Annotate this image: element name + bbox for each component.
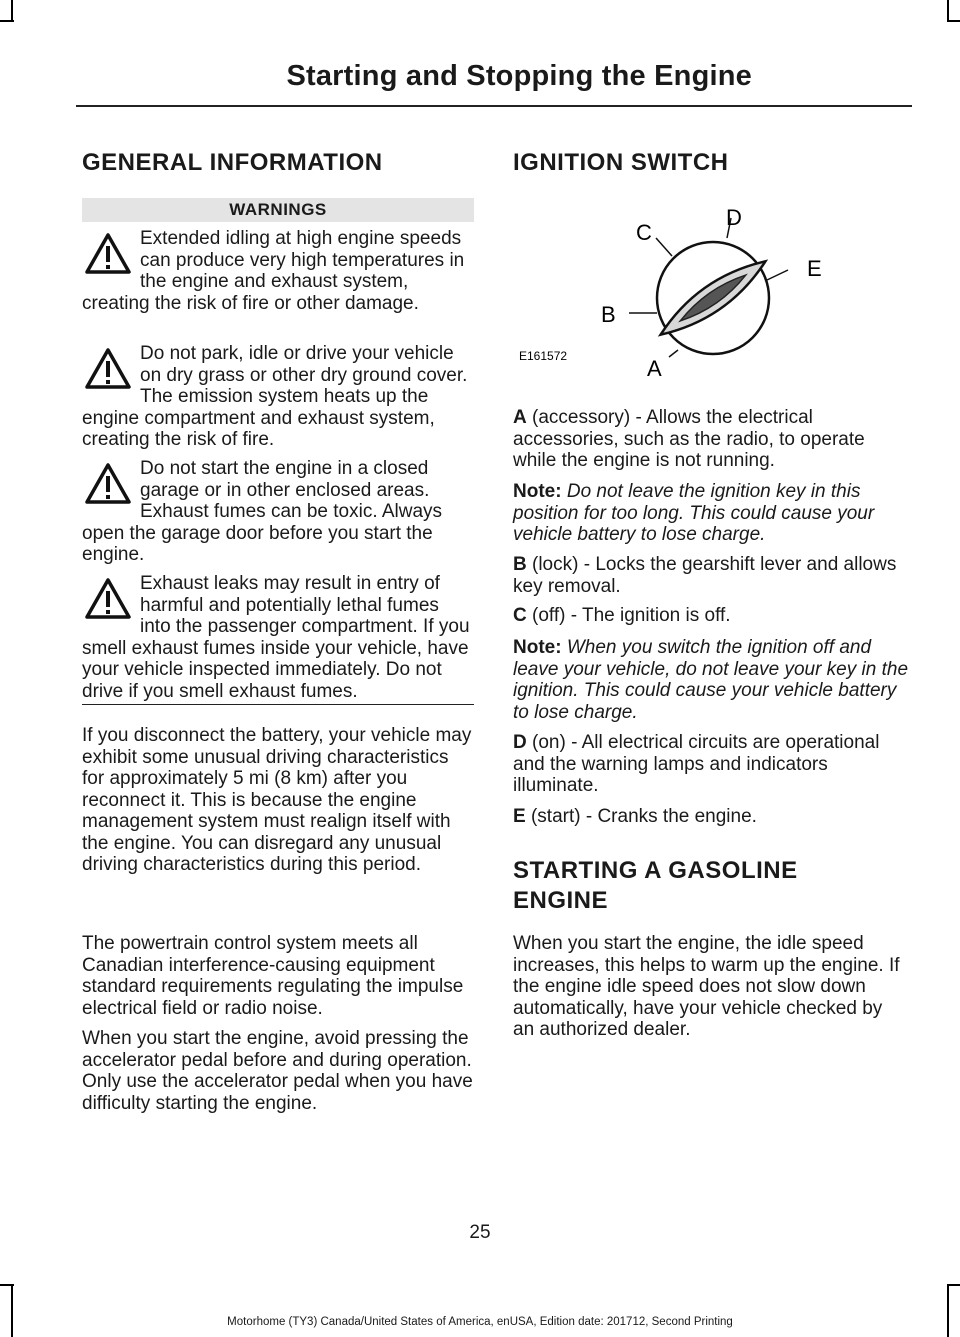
crop-mark xyxy=(947,20,960,22)
warning-item xyxy=(82,573,474,702)
switch-position-e xyxy=(513,806,908,828)
position-key: A xyxy=(513,407,527,428)
warning-text: Do not start the engine in a closed garage or in other enclosed areas. Exhaust fumes can be toxic. Always open the garage door before you start the engine. xyxy=(82,458,443,565)
diagram-label-c: C xyxy=(636,220,652,245)
crop-mark xyxy=(0,1284,14,1286)
section-heading: STARTING A GASOLINE xyxy=(513,857,798,884)
ignition-switch-diagram xyxy=(513,200,822,381)
note-paragraph xyxy=(513,481,908,546)
switch-position-d xyxy=(513,732,908,797)
position-text: (on) - All electrical circuits are operational and the warning lamps and indicators illuminate. xyxy=(513,732,880,796)
crop-mark xyxy=(11,1284,13,1337)
position-key: E xyxy=(513,806,526,827)
body-paragraph: When you start the engine, the idle speed increases, this helps to warm up the engine. If the engine idle speed does not slow down automatically, have your vehicle checked by an authorized dealer. xyxy=(513,933,900,1040)
position-text: (lock) - Locks the gearshift lever and allows key removal. xyxy=(513,554,897,597)
switch-position-a xyxy=(513,407,908,472)
note-text: When you switch the ignition off and leave your vehicle, do not leave your key in the ignition. This could cause your vehicle battery to lose charge. xyxy=(513,637,909,723)
page-header-title: Starting and Stopping the Engine xyxy=(286,60,752,92)
diagram-label-b: B xyxy=(601,302,616,327)
switch-position-b xyxy=(513,554,908,597)
crop-mark xyxy=(947,0,949,22)
diagram-code: E161572 xyxy=(519,349,568,363)
diagram-label-d: D xyxy=(726,205,742,230)
warnings-bar: WARNINGS xyxy=(82,198,474,222)
diagram-label-a: A xyxy=(647,356,662,381)
position-key: C xyxy=(513,605,527,626)
warning-triangle-icon xyxy=(84,462,132,506)
warning-item xyxy=(82,458,474,566)
warning-triangle-icon xyxy=(84,232,132,276)
header-rule xyxy=(76,105,912,107)
diagram-label-e: E xyxy=(807,256,822,281)
warning-text: Extended idling at high engine speeds can produce very high temperatures in the engine and exhaust system, creating the risk of fire or other damage. xyxy=(82,228,465,314)
note-paragraph xyxy=(513,637,908,723)
warning-triangle-icon xyxy=(84,347,132,391)
page-number: 25 xyxy=(469,1222,491,1243)
crop-mark xyxy=(0,20,14,22)
crop-mark xyxy=(947,1284,960,1286)
crop-mark xyxy=(947,1284,949,1337)
note-text: Do not leave the ignition key in this position for too long. This could cause your vehicle battery to lose charge. xyxy=(513,481,875,545)
position-key: B xyxy=(513,554,527,575)
crop-mark xyxy=(11,0,13,22)
note-label: Note: xyxy=(513,481,562,502)
warnings-end-rule xyxy=(82,704,474,705)
page-footer: Motorhome (TY3) Canada/United States of America, enUSA, Edition date: 201712, Second Printing xyxy=(227,1316,733,1328)
position-text: (accessory) - Allows the electrical accessories, such as the radio, to operate while the engine is not running. xyxy=(513,407,865,471)
position-text: (start) - Cranks the engine. xyxy=(525,806,757,827)
body-paragraph: When you start the engine, avoid pressing the accelerator pedal before and during operation. Only use the accelerator pedal when you have difficulty starting the engine. xyxy=(82,1028,473,1114)
position-key: D xyxy=(513,732,527,753)
warning-item xyxy=(82,228,474,314)
section-heading: ENGINE xyxy=(513,887,609,914)
body-paragraph: The powertrain control system meets all Canadian interference-causing equipment standard requirements regulating the impulse electrical field or radio noise. xyxy=(82,933,464,1019)
switch-position-c xyxy=(513,605,908,627)
position-text: (off) - The ignition is off. xyxy=(526,605,731,626)
warning-item xyxy=(82,343,474,451)
warning-text: Exhaust leaks may result in entry of harmful and potentially lethal fumes into the passenger compartment. If you smell exhaust fumes inside your vehicle, have your vehicle inspected immediately. Do not drive if you smell exhaust fumes. xyxy=(82,573,470,702)
section-heading: GENERAL INFORMATION xyxy=(82,149,383,176)
note-label: Note: xyxy=(513,637,562,658)
warning-text: Do not park, idle or drive your vehicle on dry grass or other dry ground cover. The emission system heats up the engine compartment and exhaust system, creating the risk of fire. xyxy=(82,343,468,450)
section-heading: IGNITION SWITCH xyxy=(513,149,729,176)
body-paragraph: If you disconnect the battery, your vehicle may exhibit some unusual driving characteristics for approximately 5 mi (8 km) after you reconnect it. This is because the engine management system must realign itself with the engine. You can disregard any unusual driving characteristics during this period. xyxy=(82,725,472,875)
warning-triangle-icon xyxy=(84,577,132,621)
